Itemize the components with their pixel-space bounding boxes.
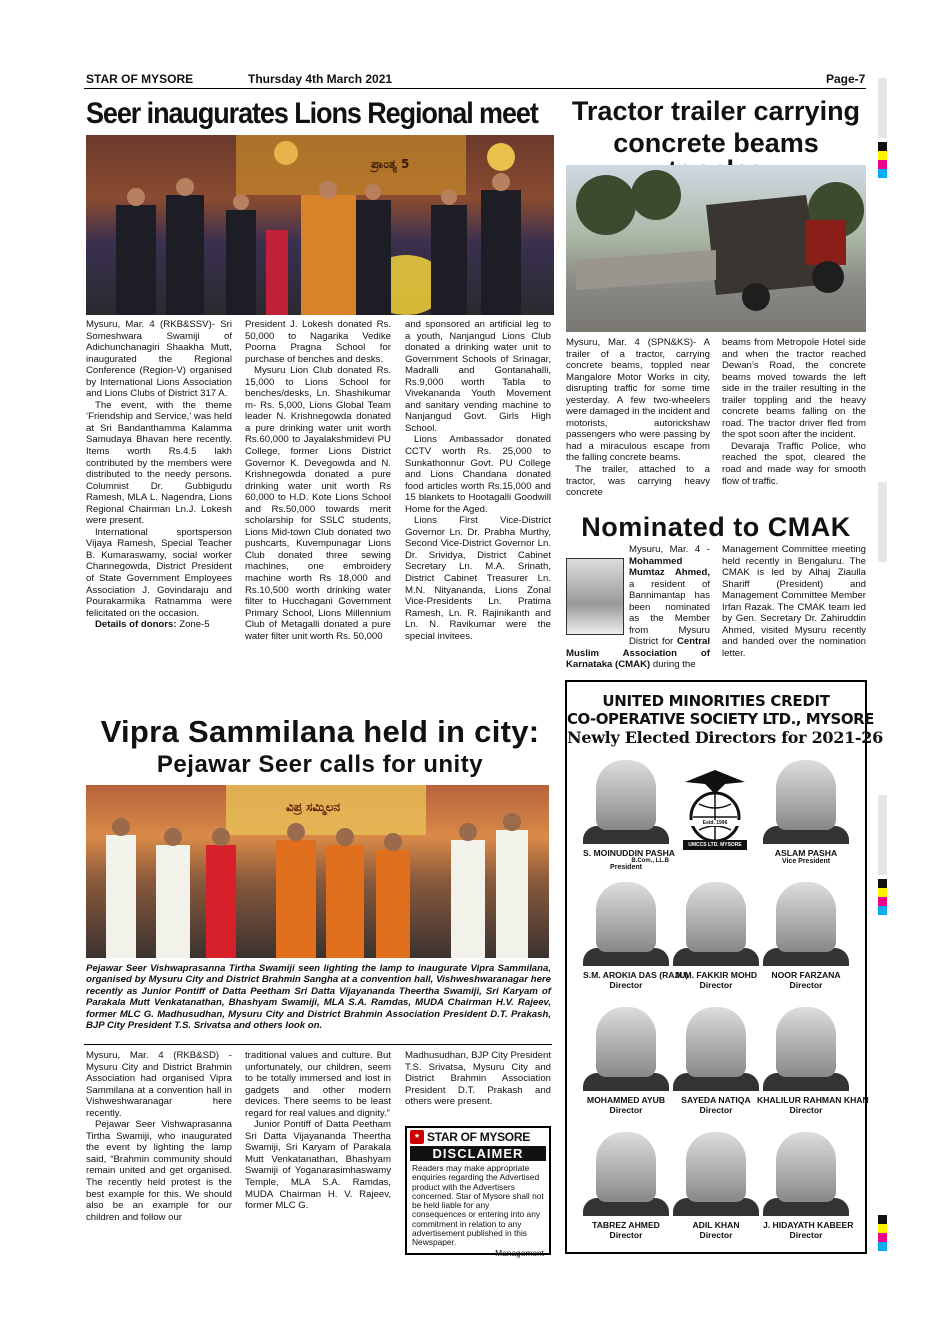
story1-col2 bbox=[245, 319, 391, 642]
director-photo bbox=[686, 1007, 746, 1077]
story1-para: Mysuru, Mar. 4 (RKB&SSV)- Sri Someshwara Swamiji of Adichunchanagiri Shaakha Mutt, inaugurated the Regional Conference (Region-V) organised by International Lions Association and Lions Clubs of District 317 A. bbox=[86, 319, 232, 400]
story3-text-b: during the bbox=[652, 659, 696, 671]
story4-para: Madhusudhan, BJP City President T.S. Srivatsa, Mysuru City and District Brahmin Association President D.T. Prakash and others were present. bbox=[405, 1050, 551, 1108]
header-rule bbox=[84, 88, 866, 89]
yellow-swatch bbox=[878, 151, 887, 160]
star-logo-icon: ★ bbox=[410, 1130, 424, 1144]
director-role: Director bbox=[699, 1230, 733, 1240]
masthead-paper-name: STAR OF MYSORE bbox=[86, 72, 194, 86]
director-photo bbox=[596, 760, 656, 830]
yellow-swatch-2 bbox=[878, 888, 887, 897]
story2-col1 bbox=[566, 337, 710, 499]
cyan-swatch-2 bbox=[878, 906, 887, 915]
story3-col1 bbox=[566, 544, 710, 671]
director-name: J. HIDAYATH KABEER bbox=[763, 1220, 854, 1230]
story4-para: Mysuru, Mar. 4 (RKB&SD) - Mysuru City and District Brahmin Association had organised Vipra Sammilana at a convention hall in Vishweshwaranagar here recently. bbox=[86, 1050, 232, 1119]
director-name: TABREZ AHMED bbox=[592, 1220, 660, 1230]
story2-para: Mysuru, Mar. 4 (SPN&KS)- A trailer of a tractor, carrying concrete beams, toppled near Mangalore Motor Works in city, disrupting traffic for some time yesterday. A few two-wheelers were damaged in the incident and motorists, autorickshaw passengers who were passing by had a miraculous escape from the falling concrete beams. bbox=[566, 337, 711, 464]
black-swatch-3 bbox=[878, 1215, 887, 1224]
magenta-swatch-3 bbox=[878, 1233, 887, 1242]
director-role: Director bbox=[609, 980, 643, 990]
story4-headline-line2: Pejawar Seer calls for unity bbox=[156, 751, 484, 778]
disclaimer-sign: — Management bbox=[484, 1247, 544, 1258]
director-name: NOOR FARZANA bbox=[771, 970, 841, 980]
director-photo bbox=[596, 882, 656, 952]
ad-line2: CO-OPERATIVE SOCIETY LTD., MYSORE bbox=[567, 710, 874, 728]
story1-para: Lions Ambassador donated CCTV worth Rs. 25,000 to Sunkathonnur Govt. PU College and Lions Chandana donated food articles worth Rs.15,000 and 15 blankets to Hootagalli Goodwill Home for the Aged. bbox=[405, 434, 551, 515]
director-photo bbox=[776, 882, 836, 952]
story2-para: beams from Metropole Hotel side and when the tractor reached Dewan’s Road, the concrete beams moved towards the left side in the trailer resulting in the trailer toppling and the heavy concrete beams falling on the road. The tractor driver fled from the spot soon after the incident. bbox=[722, 337, 866, 441]
magenta-swatch bbox=[878, 160, 887, 169]
umccs-advertisement bbox=[565, 680, 883, 1254]
director-card bbox=[583, 1132, 669, 1240]
story1-para: Lions First Vice-District Governor Ln. Dr. Prabha Murthy, Second Vice-District Governor Ln. Dr. Srividya, District Cabinet Secretary Ln. M.A. Srinath, District Cabinet Treasurer Ln. M.N. Nityananda, Lions Zonal Vice-Presidents Ln. Pratima Ramesh, Ln. R. Rajinikanth and Ln. N. Ravikumar were the special invitees. bbox=[405, 515, 551, 642]
donors-rest: Zone-5 bbox=[179, 619, 210, 631]
story3-headline: Nominated to CMAK bbox=[581, 512, 851, 542]
director-card bbox=[673, 882, 759, 990]
director-role: Director bbox=[789, 1105, 823, 1115]
black-swatch bbox=[878, 142, 887, 151]
lions-meet-photo-art bbox=[86, 135, 554, 315]
director-name: S.M. AROKIA DAS (RAJU) bbox=[583, 970, 689, 980]
director-name: ASLAM PASHA bbox=[774, 848, 838, 858]
gray-swatch-mid2 bbox=[878, 795, 887, 875]
story3-name: Mohammed Mumtaz Ahmed, bbox=[629, 555, 710, 579]
story4-col1 bbox=[86, 1050, 232, 1223]
cyan-swatch bbox=[878, 169, 887, 178]
director-name: MOHAMMED AYUB bbox=[586, 1095, 666, 1105]
story3-col2 bbox=[722, 544, 866, 659]
disclaimer-brand: STAR OF MYSORE bbox=[427, 1130, 530, 1144]
director-name: ADIL KHAN bbox=[692, 1220, 740, 1230]
story1-para: and sponsored an artificial leg to a youth, Nanjangud Lions Club donated a drinking water unit to Government Schools of Srinagar, Madralli and Gontanahalli, Rs.9,000 worth Tabla to Vivekananda Youth Movement and sanitary vending machine to Nanjangud Govt. Girls High School. bbox=[405, 319, 551, 434]
director-card bbox=[583, 1007, 669, 1115]
story1-col3 bbox=[405, 319, 551, 642]
story1-headline: Seer inaugurates Lions Regional meet bbox=[86, 97, 538, 130]
story1-para: Mysuru Lion Club donated Rs. 15,000 to Lions School for benches/desks, Ln. Shashikumar m- Rs. 5,000, Lions Global Team leader N. Krishnegowda donated a pure drinking water unit worth Rs.60,000 to Jayalakshmidevi PU College, former Lions District Governor K. Devegowda and N. Krishnegowda donated a pure drinking water unit worth Rs 60,000 to H.D. Kote Lions School and Rs.50,000 towards merit scholarship for SSLC students, Lions Mid-town Club donated two pushcarts, Kuvempunagar Lions Club donated three sewing machines, one embroidery machine worth Rs 18,000 and Rs.10,500 worth drinking water filter to Hucchagani Government Primary School, Lions Millennium Club of Metagalli donated a pure water filter unit worth Rs. 50,000 bbox=[245, 365, 391, 642]
story2-para: Devaraja Traffic Police, who reached the spot, cleared the road and made way for smooth flow of traffic. bbox=[722, 440, 866, 487]
logo-text: UMCCS LTD. MYSORE bbox=[688, 842, 742, 848]
caption-rule bbox=[84, 1044, 552, 1045]
director-role: Director bbox=[609, 1230, 643, 1240]
director-card bbox=[763, 760, 849, 865]
vipra-sammilana-photo bbox=[86, 785, 549, 958]
black-swatch-2 bbox=[878, 879, 887, 888]
gray-swatch-mid bbox=[878, 482, 887, 562]
disclaimer-box bbox=[405, 1126, 551, 1258]
director-photo bbox=[776, 760, 836, 830]
director-photo bbox=[596, 1007, 656, 1077]
director-card bbox=[583, 882, 689, 990]
story2-para: The trailer, attached to a tractor, was carrying heavy concrete bbox=[566, 464, 710, 499]
story3-org: Central Muslim Association of Karnataka (CMAK) bbox=[566, 636, 710, 671]
disclaimer-title: DISCLAIMER bbox=[410, 1146, 546, 1161]
story1-para: International sportsperson Vijaya Ramesh, Special Teacher B. Kumaraswamy, social worker Channegowda, District President of State Government Employees Association J. Govindaraju and Pourakarmika Ratnamma were felicitated on the occasion. bbox=[86, 526, 232, 619]
umccs-logo bbox=[675, 762, 755, 857]
director-role: Director bbox=[789, 1230, 823, 1240]
ad-line3: Newly Elected Directors for 2021-26 bbox=[567, 728, 883, 747]
lions-banner-text: ಪ್ರಾಂತ್ಯ 5 bbox=[371, 157, 410, 171]
donors-lead: Details of donors: bbox=[95, 619, 177, 631]
gray-swatch-top bbox=[878, 78, 887, 138]
vipra-photo-caption: Pejawar Seer Vishwaprasanna Tirtha Swamiji seen lighting the lamp to inaugurate Vipra Sammilana, organised by Mysuru City and District Brahmin Sangha at a convention hall, Vishweshwaranagar here recently as Junior Pontiff of Datta Peetham Sri Datta Vijayananda Theertha Swamiji, Sri Karyam of Parakala Mutt Venkatanathan, Bhashyam Swamiji, MLA S.A. Ramdas, MUDA Chairman H.V. Rajeev, former MLC G. Madhusudhan, Mysuru City and District Brahmin Association President D.T. Prakash, BJP City President T.S. Srivatsa and others look on. bbox=[86, 963, 551, 1032]
lions-meet-photo bbox=[86, 135, 554, 315]
story4-para: Junior Pontiff of Datta Peetham Sri Datta Vijayananda Theertha Swamiji, Sri Karyam of Parakala Mutt Venkatanathan, Bhashyam Swamiji of Yoganarasimhaswamy Temple, MLA S.A. Ramdas, MUDA Chairman H. V. Rajeev, former MLC G. bbox=[245, 1119, 391, 1212]
director-role: Director bbox=[789, 980, 823, 990]
director-photo bbox=[596, 1132, 656, 1202]
magenta-swatch-2 bbox=[878, 897, 887, 906]
story4-para: Pejawar Seer Vishwaprasanna Tirtha Swamiji, who inaugurated the event by lighting the lamp said, “Brahmin community should remain united and get organised. The recently held protest is the best example for this. We should also be an example for our children and follow our bbox=[86, 1119, 232, 1223]
logo-estd: Estd. 1996 bbox=[675, 820, 755, 826]
director-photo bbox=[686, 1132, 746, 1202]
story1-para: President J. Lokesh donated Rs. 50,000 to Nagarika Vedike Poorna Pragna School for purchase of benches and desks. bbox=[245, 319, 391, 365]
director-card bbox=[763, 882, 849, 990]
director-name: KHALILUR RAHMAN KHAN bbox=[757, 1095, 869, 1105]
disclaimer-text: Readers may make appropriate enquiries regarding the Advertised product with the Advertisers concerned. Star of Mysore shall not be held liable for any consequences or entering into any commitment in relation to any advertisement published in this Newspaper. bbox=[412, 1163, 544, 1248]
director-name: M.M. FAKKIR MOHD bbox=[674, 970, 758, 980]
cyan-swatch-3 bbox=[878, 1242, 887, 1251]
story1-para: The event, with the theme ‘Friendship and Service,’ was held at Sri Bandanthamma Kalamma Samudaya Bhavan here recently. Items worth Rs.4.5 lakh contributed by the members were distributed to the needy persons. Columnist Dr. Gubbigudu Ramesh, MLA L. Nagendra, Lions Regional Chairman Ln.J. Lokesh were present. bbox=[86, 399, 232, 527]
story4-para: traditional values and culture. But unfortunately, our children, seem to be totally immersed and lost in gadgets and other modern devices. There seems to be least regard for real values and dignity.” bbox=[245, 1050, 391, 1119]
director-name: SAYEDA NATIQA bbox=[681, 1095, 751, 1105]
ad-line1: UNITED MINORITIES CREDIT bbox=[602, 692, 830, 710]
director-photo bbox=[776, 1007, 836, 1077]
director-photo bbox=[776, 1132, 836, 1202]
story3-text-a: a resident of Bannimantap has been nominated as the Member from Mysuru District for bbox=[629, 578, 710, 648]
director-card bbox=[757, 1007, 869, 1115]
story2-headline-line1: Tractor trailer carrying bbox=[571, 96, 861, 126]
story3-para: Management Committee meeting held recently in Bengaluru. The CMAK is led by Alhaj Ziaulla Shariff (President) and Management Committee Member Irfan Razak. The CMAK team led by Gen. Secretary Dr. Zahiruddin Ahmed, visited Mysuru recently and handed over the nomination letter. bbox=[722, 544, 866, 659]
director-photo bbox=[686, 882, 746, 952]
page-number: Page-7 bbox=[826, 72, 866, 86]
director-card bbox=[583, 760, 675, 871]
director-card bbox=[673, 1132, 759, 1240]
story2-headline-line2: concrete beams bbox=[613, 128, 819, 158]
yellow-swatch-3 bbox=[878, 1224, 887, 1233]
story4-headline-line1: Vipra Sammilana held in city: bbox=[100, 714, 540, 749]
director-role: Director bbox=[699, 980, 733, 990]
director-role: Vice President bbox=[781, 858, 831, 865]
story4-col2 bbox=[245, 1050, 391, 1212]
story1-col1 bbox=[86, 319, 232, 631]
story4-col3 bbox=[405, 1050, 551, 1108]
director-card bbox=[673, 1007, 759, 1115]
story3-dateline: Mysuru, Mar. 4 - bbox=[629, 544, 710, 555]
director-role: President bbox=[610, 864, 642, 871]
director-role: Director bbox=[699, 1105, 733, 1115]
director-card bbox=[763, 1132, 854, 1240]
masthead-date: Thursday 4th March 2021 bbox=[248, 72, 393, 86]
president-qualification: B.Com., LL.B bbox=[631, 858, 669, 864]
story2-col2 bbox=[722, 337, 866, 487]
tractor-photo-art bbox=[566, 165, 866, 332]
director-role: Director bbox=[609, 1105, 643, 1115]
director-name: S. MOINUDDIN PASHA bbox=[583, 848, 675, 858]
mumtaz-ahmed-photo bbox=[566, 558, 624, 635]
tractor-photo bbox=[566, 165, 866, 332]
vipra-banner-text: ವಿಪ್ರ ಸಮ್ಮಿಲನ bbox=[286, 800, 341, 814]
